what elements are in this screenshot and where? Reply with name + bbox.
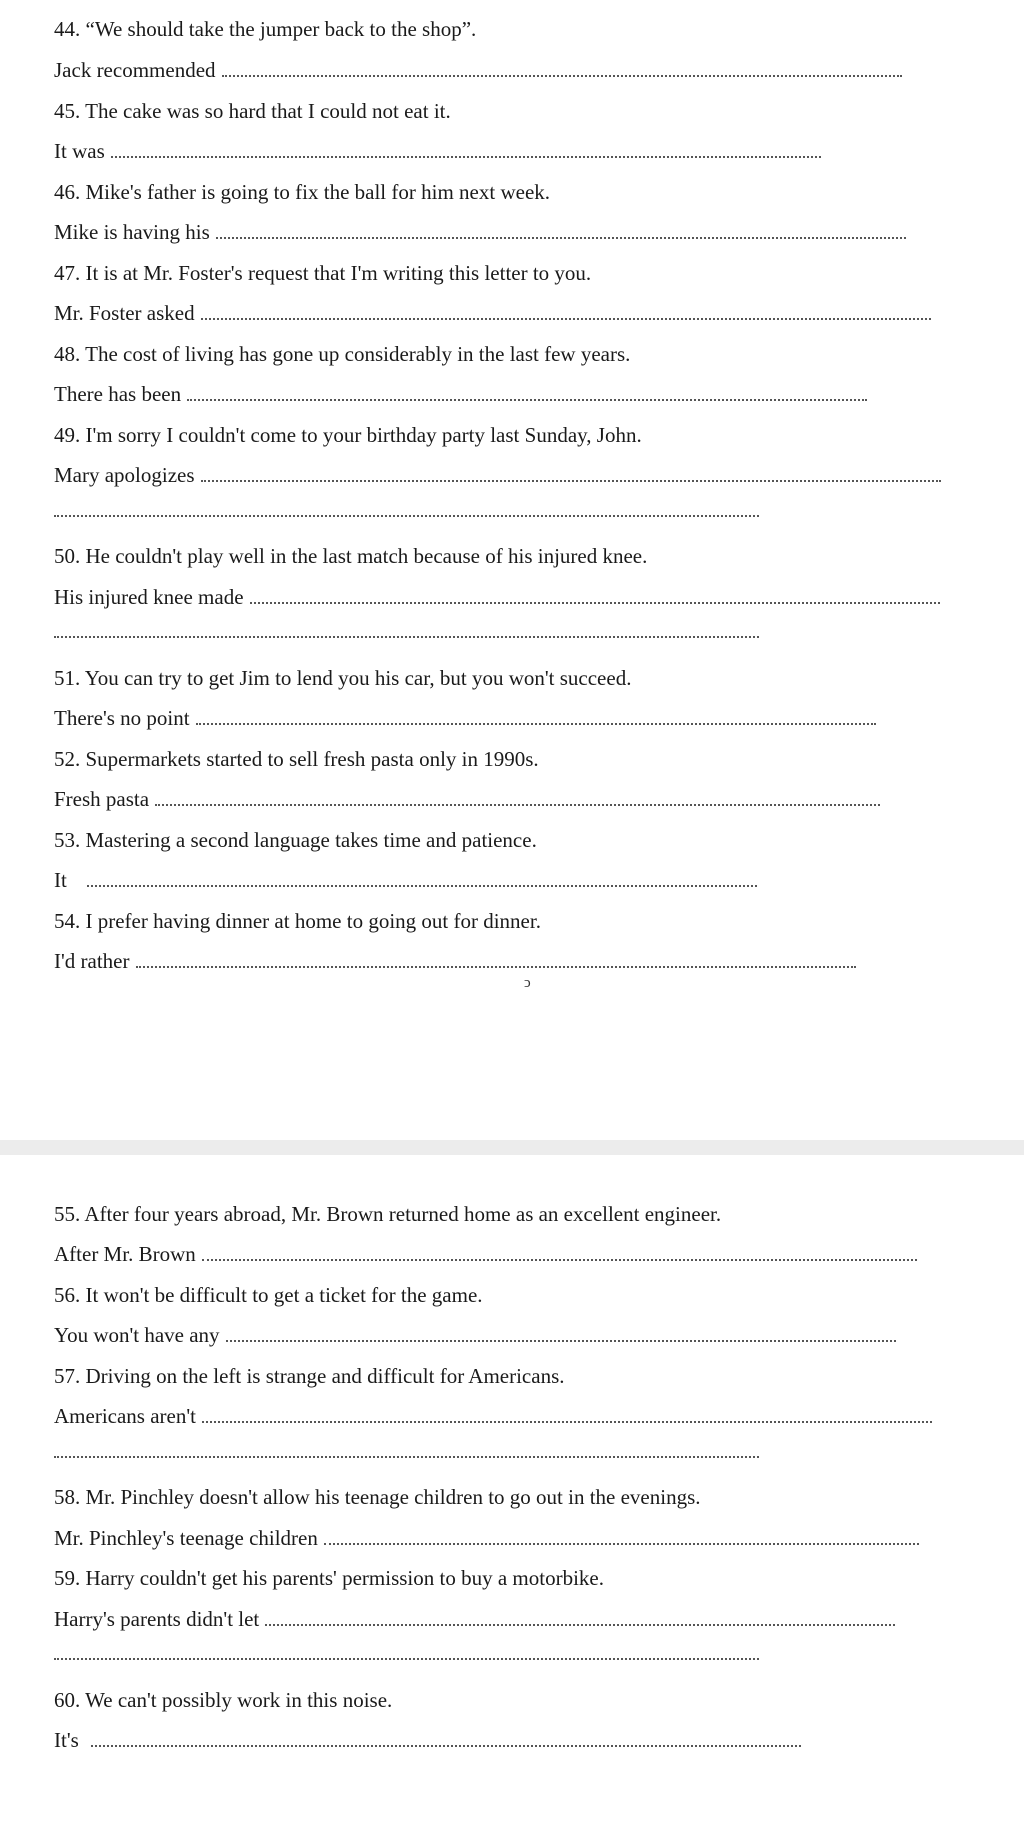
answer-blank[interactable]	[54, 636, 759, 638]
answer-blank[interactable]	[54, 1658, 759, 1660]
answer-blank[interactable]	[111, 156, 821, 158]
answer-line-51[interactable]	[54, 698, 876, 738]
answer-prompt: It	[54, 867, 67, 892]
question-55	[54, 1194, 721, 1234]
question-text: 53. Mastering a second language takes time and patience.	[54, 827, 537, 852]
question-text: 60. We can't possibly work in this noise.	[54, 1687, 393, 1712]
answer-blank[interactable]	[136, 966, 856, 968]
answer-blank[interactable]	[222, 75, 902, 77]
stray-mark: ↄ	[524, 975, 531, 991]
answer-line-45[interactable]	[54, 131, 821, 171]
answer-line-52[interactable]	[54, 779, 880, 819]
question-text: 49. I'm sorry I couldn't come to your birthday party last Sunday, John.	[54, 422, 642, 447]
answer-prompt: You won't have any	[54, 1322, 220, 1347]
answer-line-59[interactable]	[54, 1599, 895, 1639]
answer-line-55[interactable]	[54, 1234, 917, 1274]
question-51	[54, 658, 631, 698]
answer-line-54[interactable]	[54, 941, 856, 981]
question-50	[54, 536, 647, 576]
question-text: 47. It is at Mr. Foster's request that I'm writing this letter to you.	[54, 260, 592, 285]
question-59	[54, 1558, 604, 1598]
answer-blank[interactable]	[155, 804, 880, 806]
answer-blank[interactable]	[196, 723, 876, 725]
answer-line-57[interactable]	[54, 1396, 932, 1436]
question-text: 44. “We should take the jumper back to the shop”.	[54, 16, 477, 41]
question-text: 59. Harry couldn't get his parents' permission to buy a motorbike.	[54, 1565, 604, 1590]
question-52	[54, 739, 539, 779]
answer-prompt: Mr. Foster asked	[54, 300, 195, 325]
answer-prompt: Mr. Pinchley's teenage children	[54, 1525, 318, 1550]
answer-line-47[interactable]	[54, 293, 931, 333]
page-divider	[0, 1140, 1024, 1155]
answer-blank[interactable]	[201, 480, 941, 482]
answer-blank[interactable]	[226, 1340, 896, 1342]
question-text: 52. Supermarkets started to sell fresh pasta only in 1990s.	[54, 746, 539, 771]
answer-line-57-continued[interactable]	[54, 1437, 759, 1477]
answer-blank[interactable]	[87, 885, 757, 887]
question-57	[54, 1356, 565, 1396]
question-text: 51. You can try to get Jim to lend you his car, but you won't succeed.	[54, 665, 632, 690]
worksheet-page-bottom	[0, 1155, 1024, 1825]
answer-line-49[interactable]	[54, 455, 941, 495]
answer-blank[interactable]	[91, 1745, 801, 1747]
answer-prompt: Mary apologizes	[54, 462, 195, 487]
answer-blank[interactable]	[324, 1543, 919, 1545]
answer-line-49-continued[interactable]	[54, 496, 759, 536]
question-54	[54, 901, 541, 941]
question-44	[54, 9, 476, 49]
question-text: 56. It won't be difficult to get a ticket for the game.	[54, 1282, 483, 1307]
answer-blank[interactable]	[54, 1456, 759, 1458]
question-48	[54, 334, 630, 374]
answer-prompt: Harry's parents didn't let	[54, 1606, 260, 1631]
answer-line-46[interactable]	[54, 212, 906, 252]
answer-prompt: It's	[54, 1727, 79, 1752]
question-45	[54, 91, 451, 131]
answer-blank[interactable]	[202, 1259, 917, 1261]
question-text: 50. He couldn't play well in the last match because of his injured knee.	[54, 543, 648, 568]
answer-prompt: After Mr. Brown	[54, 1241, 196, 1266]
answer-prompt: There has been	[54, 381, 182, 406]
answer-prompt: Fresh pasta	[54, 786, 150, 811]
answer-prompt: I'd rather	[54, 948, 130, 973]
question-58	[54, 1477, 701, 1517]
answer-line-59-continued[interactable]	[54, 1639, 759, 1679]
answer-line-44[interactable]	[54, 50, 902, 90]
question-text: 57. Driving on the left is strange and difficult for Americans.	[54, 1363, 565, 1388]
question-text: 55. After four years abroad, Mr. Brown returned home as an excellent engineer.	[54, 1201, 722, 1226]
answer-prompt: His injured knee made	[54, 584, 244, 609]
answer-line-58[interactable]	[54, 1518, 919, 1558]
answer-line-53[interactable]	[54, 860, 757, 900]
question-60	[54, 1680, 392, 1720]
answer-line-50-continued[interactable]	[54, 617, 759, 657]
question-46	[54, 172, 550, 212]
answer-line-50[interactable]	[54, 577, 940, 617]
answer-blank[interactable]	[54, 515, 759, 517]
answer-blank[interactable]	[201, 318, 931, 320]
answer-line-60[interactable]	[54, 1720, 801, 1760]
question-56	[54, 1275, 483, 1315]
question-text: 54. I prefer having dinner at home to going out for dinner.	[54, 908, 541, 933]
answer-prompt: Americans aren't	[54, 1403, 196, 1428]
answer-blank[interactable]	[216, 237, 906, 239]
answer-line-56[interactable]	[54, 1315, 896, 1355]
answer-blank[interactable]	[265, 1624, 895, 1626]
answer-blank[interactable]	[202, 1421, 932, 1423]
question-53	[54, 820, 537, 860]
question-49	[54, 415, 642, 455]
question-text: 48. The cost of living has gone up considerably in the last few years.	[54, 341, 631, 366]
question-text: 45. The cake was so hard that I could not eat it.	[54, 98, 451, 123]
answer-blank[interactable]	[250, 602, 940, 604]
answer-blank[interactable]	[187, 399, 867, 401]
answer-prompt: Mike is having his	[54, 219, 210, 244]
answer-prompt: There's no point	[54, 705, 190, 730]
answer-line-48[interactable]	[54, 374, 867, 414]
answer-prompt: Jack recommended	[54, 57, 216, 82]
question-text: 46. Mike's father is going to fix the ball for him next week.	[54, 179, 551, 204]
question-text: 58. Mr. Pinchley doesn't allow his teenage children to go out in the evenings.	[54, 1484, 701, 1509]
question-47	[54, 253, 591, 293]
answer-prompt: It was	[54, 138, 105, 163]
